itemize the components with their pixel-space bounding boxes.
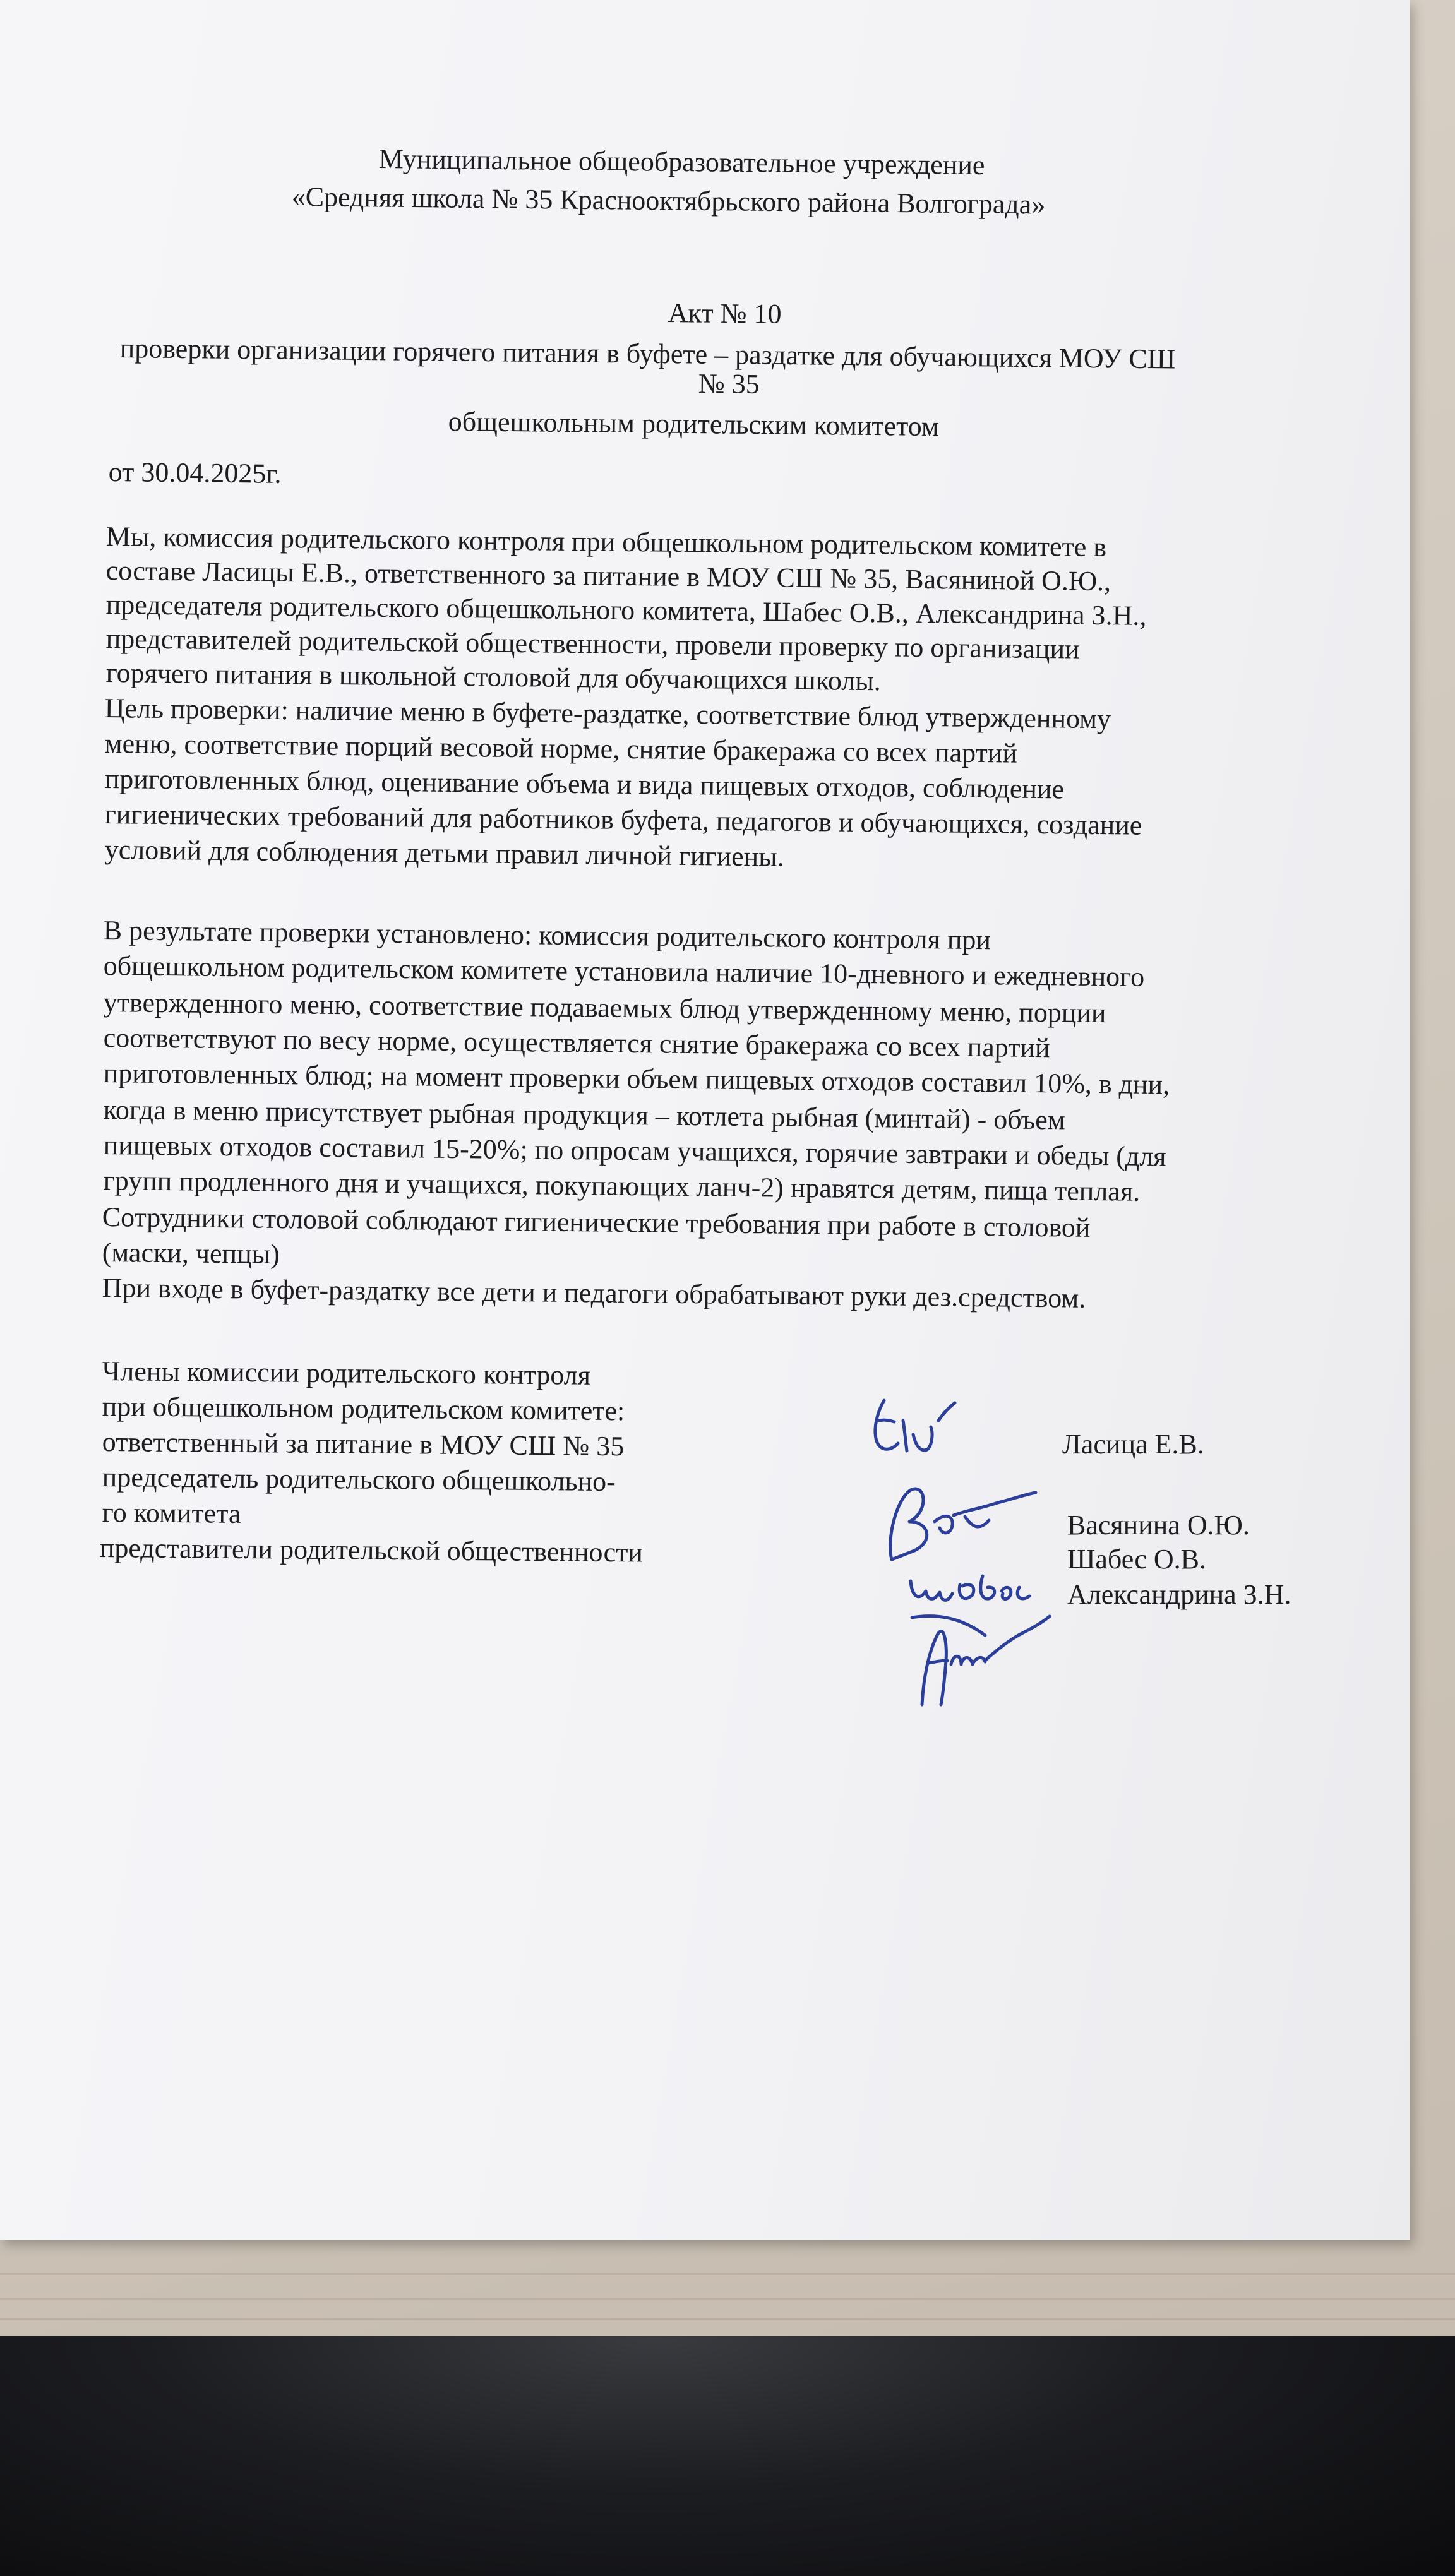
commission-label-line: го комитета <box>102 1497 241 1529</box>
org-line-2: «Средняя школа № 35 Краснооктябрьского района Волгограда» <box>291 181 1046 220</box>
paragraph-1-line: меню, соответствие порций весовой норме, снятие бракеража со всех партий <box>104 728 1018 769</box>
commission-label-line: ответственный за питание в МОУ СШ № 35 <box>102 1426 625 1462</box>
desk-shadow <box>0 2336 1455 2576</box>
paragraph-1-line: гигиенических требований для работников буфета, педагогов и обучающихся, создание <box>104 799 1142 841</box>
paragraph-2-line: (маски, чепцы) <box>102 1237 280 1270</box>
signature-lasitsa <box>875 1400 955 1451</box>
paragraph-2-line: общешкольном родительском комитете установила наличие 10-дневного и ежедневного <box>103 950 1145 993</box>
signature-vasyanina <box>890 1489 1036 1559</box>
org-line-1: Муниципальное общеобразовательное учреждение <box>378 143 985 181</box>
signer-name: Шабес О.В. <box>1067 1544 1206 1575</box>
paragraph-1-line: Мы, комиссия родительского контроля при общешкольном родительском комитете в <box>105 521 1107 563</box>
paragraph-2-line: Сотрудники столовой соблюдают гигиенические требования при работе в столовой <box>102 1202 1091 1243</box>
paragraph-2-line: В результате проверки установлено: комиссия родительского контроля при <box>103 915 991 956</box>
paragraph-2-line: соответствуют по весу норме, осуществляется снятие бракеража со всех партий <box>103 1022 1050 1064</box>
commission-label-line: Члены комиссии родительского контроля <box>102 1356 591 1391</box>
commission-label-line: председатель родительского общешкольно- <box>102 1462 616 1498</box>
signer-name: Васянина О.Ю. <box>1067 1510 1250 1541</box>
act-subject-line-3: общешкольным родительским комитетом <box>448 406 940 443</box>
paragraph-1-line: председателя родительского общешкольного комитета, Шабес О.В., Александрина З.Н., <box>105 589 1147 631</box>
commission-label-line: представители родительской общественности <box>99 1532 644 1568</box>
signature-aleksandrina <box>912 1616 1050 1705</box>
paragraph-2-line: пищевых отходов составил 15-20%; по опросам учащихся, горячие завтраки и обеды (для <box>103 1130 1166 1172</box>
signer-name: Александрина З.Н. <box>1067 1579 1291 1610</box>
paragraph-1-line: Цель проверки: наличие меню в буфете-раздатке, соответствие блюд утвержденному <box>104 693 1111 735</box>
paragraph-1-line: составе Ласицы Е.В., ответственного за питание в МОУ СШ № 35, Васяниной О.Ю., <box>105 555 1111 597</box>
paragraph-2-line: При входе в буфет-раздатку все дети и педагоги обрабатывают руки дез.средством. <box>102 1272 1086 1314</box>
act-number: Акт № 10 <box>668 297 782 330</box>
paragraph-2-line: приготовленных блюд; на момент проверки объем пищевых отходов составил 10%, в дни, <box>103 1058 1170 1100</box>
commission-label-line: при общешкольном родительском комитете: <box>102 1391 625 1427</box>
paragraph-1-line: условий для соблюдения детьми правил личной гигиены. <box>104 834 785 873</box>
paragraph-1-line: горячего питания в школьной столовой для обучающихся школы. <box>105 657 882 697</box>
paragraph-2-line: групп продленного дня и учащихся, покупающих ланч-2) нравятся детям, пища теплая. <box>103 1165 1141 1207</box>
paragraph-1-line: представителей родительской общественности, провели проверку по организации <box>105 623 1080 665</box>
act-date: от 30.04.2025г. <box>108 456 282 489</box>
paragraph-1-line: приготовленных блюд, оценивание объема и вида пищевых отходов, соблюдение <box>104 763 1065 805</box>
signer-name: Ласица Е.В. <box>1062 1429 1204 1460</box>
act-subject-line-2: № 35 <box>698 368 760 400</box>
paragraph-2-line: утвержденного меню, соответствие подаваемых блюд утвержденному меню, порции <box>103 987 1106 1029</box>
paragraph-2-line: когда в меню присутствует рыбная продукция – котлета рыбная (минтай) - объем <box>103 1094 1065 1136</box>
act-subject-line-1: проверки организации горячего питания в буфете – раздатке для обучающихся МОУ СШ <box>119 333 1176 375</box>
